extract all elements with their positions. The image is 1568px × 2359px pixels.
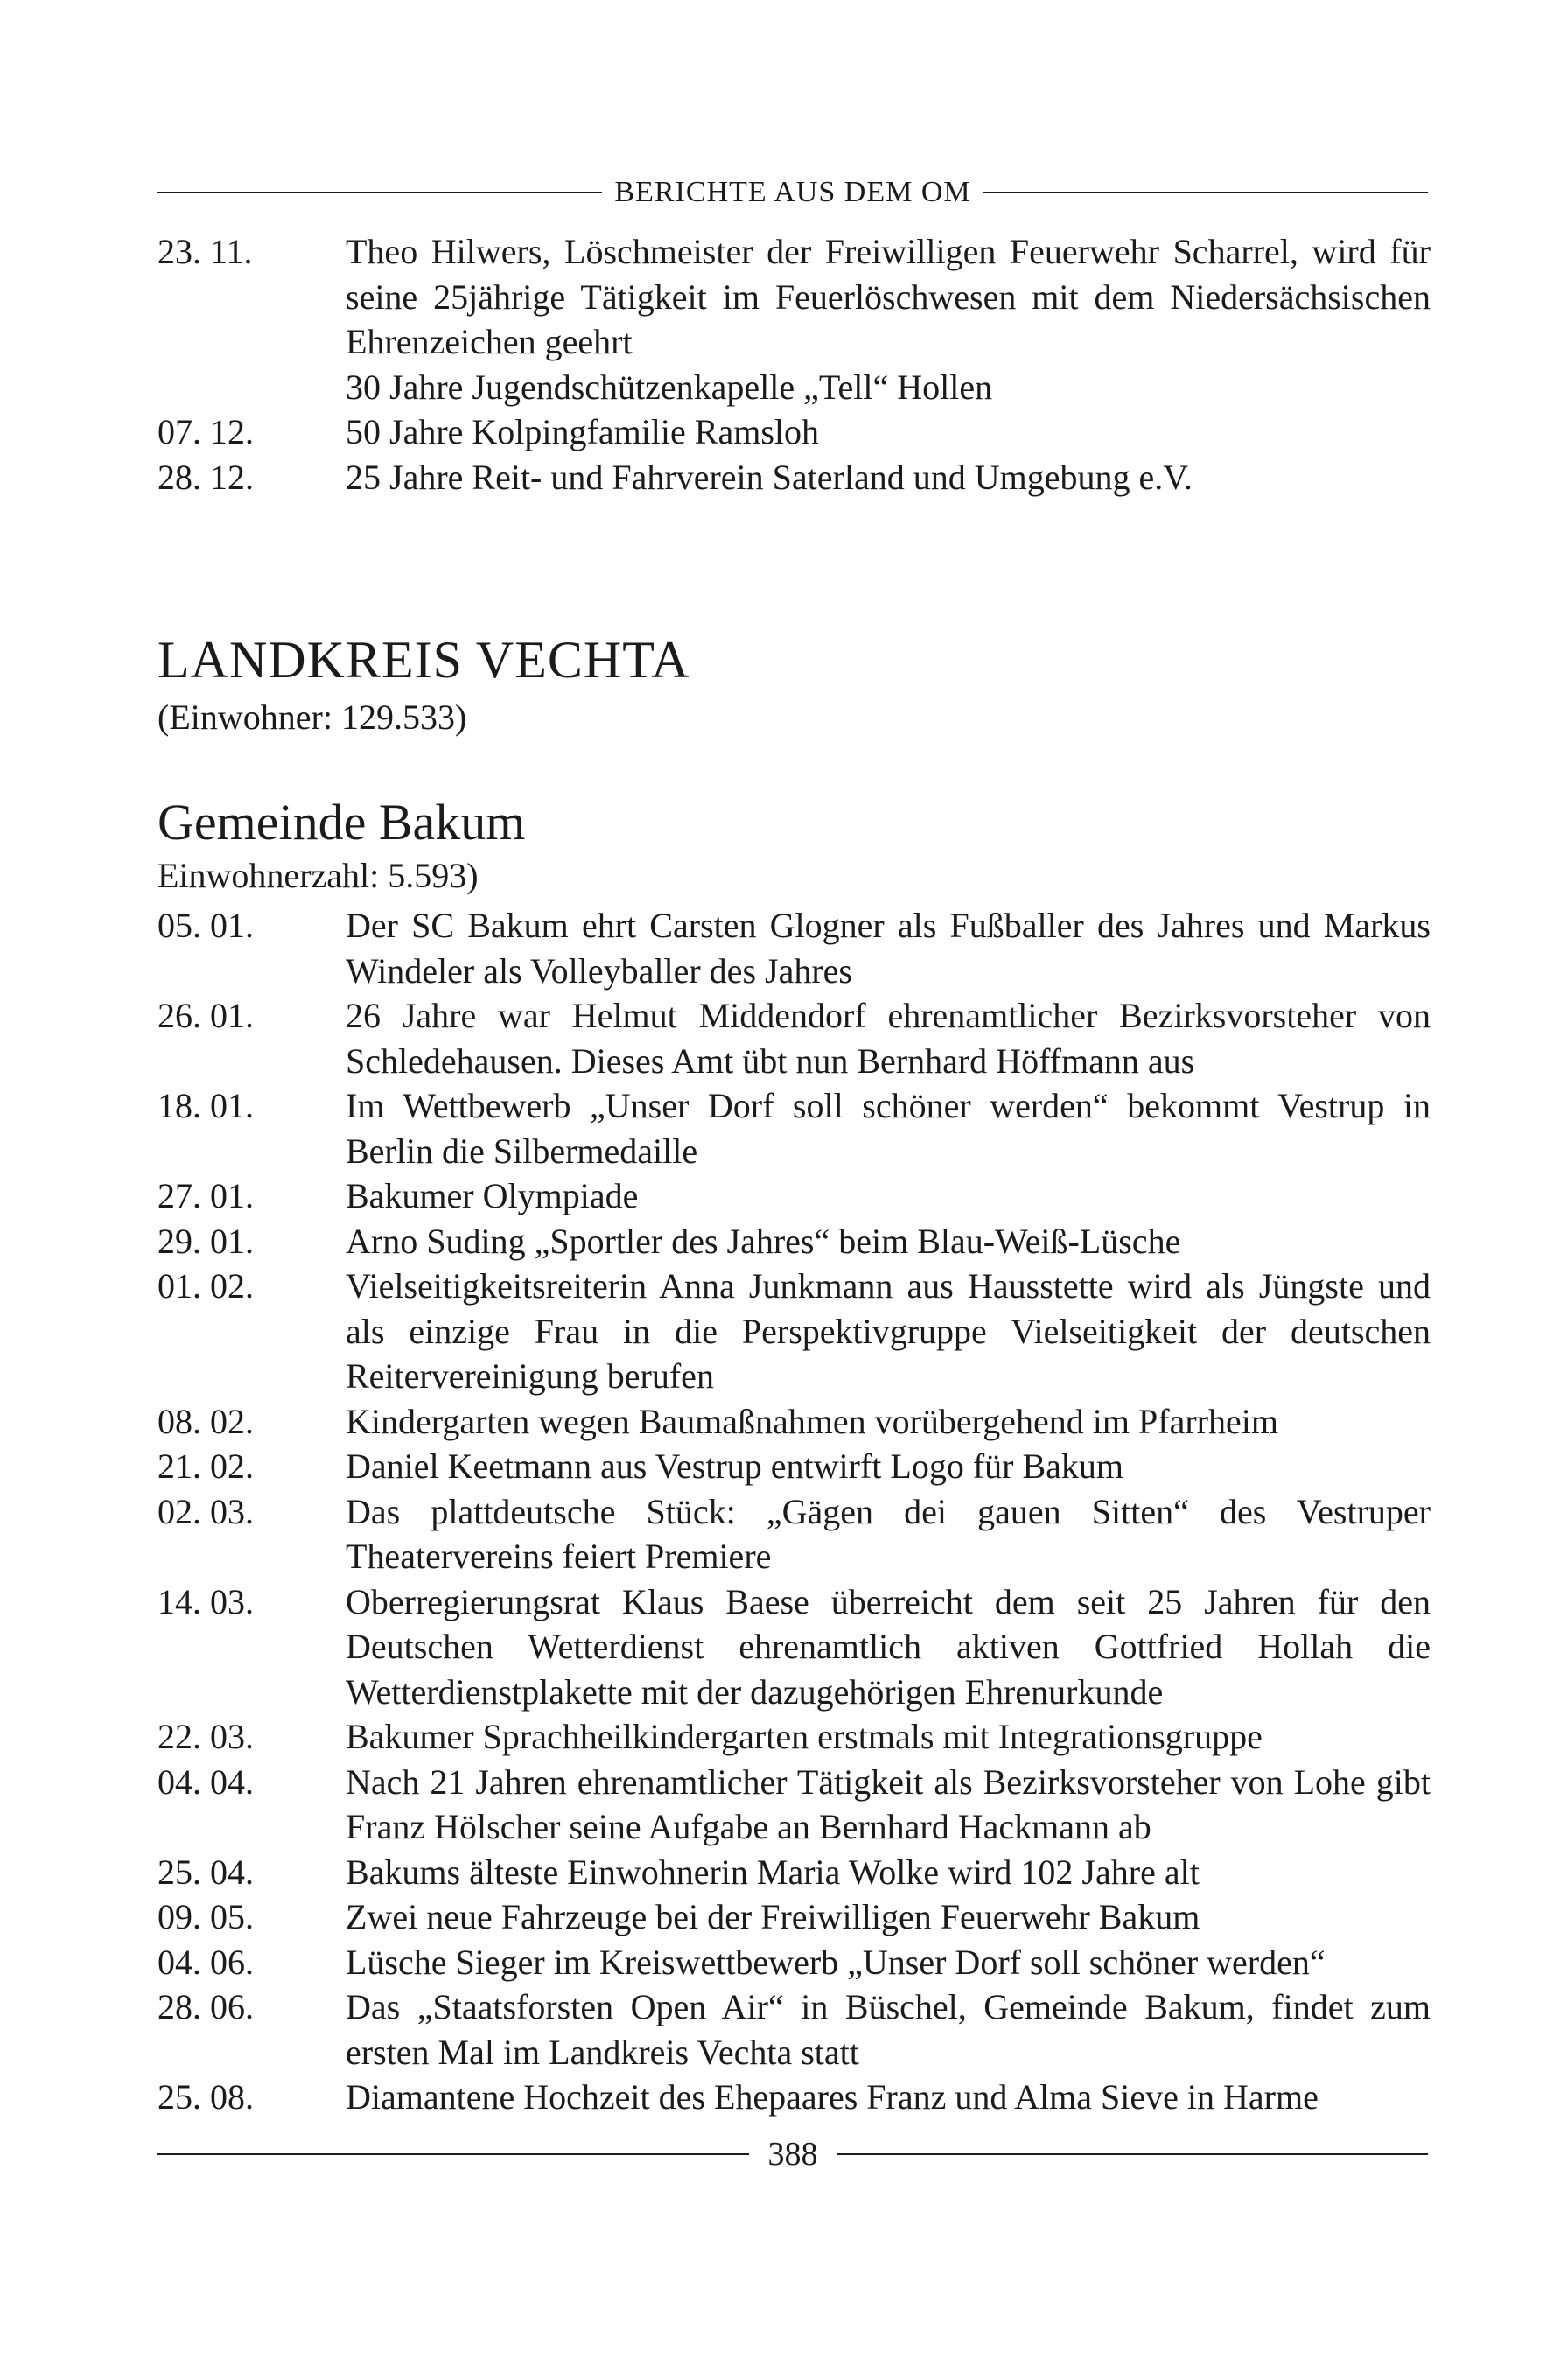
chronicle-entry	[158, 1399, 1435, 1445]
header-rule-right	[984, 192, 1428, 193]
entry-date: 04. 06.	[158, 1942, 254, 1982]
entry-date: 07. 12.	[158, 412, 254, 452]
chronicle-entry	[158, 1894, 1435, 1940]
chronicle-entry	[158, 365, 1435, 410]
entry-text: Diamantene Hochzeit des Ehepaares Franz und Alma Sieve in Harme	[346, 2077, 1319, 2117]
chronicle-entry	[158, 1219, 1435, 1264]
chronicle-entry	[158, 2075, 1435, 2120]
chronicle-entry	[158, 1264, 1435, 1399]
chronicle-entry	[158, 1714, 1435, 1760]
entry-date: 02. 03.	[158, 1491, 254, 1531]
entry-text: Kindergarten wegen Baumaßnahmen vorübergehend im Pfarrheim	[346, 1401, 1278, 1441]
entry-date: 04. 04.	[158, 1761, 254, 1802]
entry-date: 21. 02.	[158, 1446, 254, 1486]
chronicle-entry	[158, 1579, 1435, 1715]
entry-date: 25. 04.	[158, 1852, 254, 1892]
entry-date: 18. 01.	[158, 1086, 254, 1125]
chronicle-entry	[158, 903, 1435, 993]
entry-date: 26. 01.	[158, 996, 254, 1035]
entry-date: 14. 03.	[158, 1581, 254, 1621]
chronicle-entry	[158, 1444, 1435, 1489]
entry-date: 09. 05.	[158, 1897, 254, 1936]
entry-text: Theo Hilwers, Löschmeister der Freiwilligen Feuerwehr Scharrel, wird für seine 25jährige Tätigkeit im Feuerlöschwesen mit dem Niedersächsischen Ehrenzeichen geehrt	[346, 232, 1431, 361]
chronicle-entry	[158, 1760, 1435, 1850]
running-head-title: BERICHTE AUS DEM OM	[614, 176, 971, 208]
chronicle-entry	[158, 1850, 1435, 1895]
running-head	[158, 171, 1428, 214]
chronicle-entry	[158, 229, 1435, 365]
chronicle-list-bakum	[158, 903, 1435, 2120]
chronicle-entry	[158, 1083, 1435, 1173]
entry-text: 50 Jahre Kolpingfamilie Ramsloh	[346, 412, 820, 452]
entry-text: Lüsche Sieger im Kreiswettbewerb „Unser Dorf soll schöner werden“	[346, 1942, 1326, 1982]
entry-date: 28. 12.	[158, 457, 254, 497]
entry-text: Im Wettbewerb „Unser Dorf soll schöner werden“ bekommt Vestrup in Berlin die Silbermedaille	[346, 1086, 1431, 1171]
entry-text: Der SC Bakum ehrt Carsten Glogner als Fußballer des Jahres und Markus Windeler als Volleyballer des Jahres	[346, 906, 1431, 990]
entry-date: 28. 06.	[158, 1987, 254, 2026]
entry-date: 22. 03.	[158, 1717, 254, 1756]
entry-text: Vielseitigkeitsreiterin Anna Junkmann aus Hausstette wird als Jüngste und als einzige Frau in die Perspektivgruppe Vielseitigkeit der deutschen Reitervereinigung berufen	[346, 1266, 1431, 1396]
chronicle-entry	[158, 1173, 1435, 1219]
chronicle-entry	[158, 455, 1435, 500]
chronicle-list-top	[158, 229, 1435, 500]
page-footer	[158, 2132, 1428, 2176]
entry-text: Daniel Keetmann aus Vestrup entwirft Logo für Bakum	[346, 1446, 1124, 1486]
entry-text: Das „Staatsforsten Open Air“ in Büschel, Gemeinde Bakum, findet zum ersten Mal im Landkreis Vechta statt	[346, 1987, 1431, 2072]
chronicle-entry	[158, 1984, 1435, 2075]
entry-text: Arno Suding „Sportler des Jahres“ beim Blau-Weiß-Lüsche	[346, 1221, 1181, 1261]
entry-date: 08. 02.	[158, 1401, 254, 1441]
entry-text: Zwei neue Fahrzeuge bei der Freiwilligen Feuerwehr Bakum	[346, 1897, 1200, 1936]
district-title: LANDKREIS VECHTA	[158, 631, 690, 689]
entry-text: Bakumer Olympiade	[346, 1176, 639, 1215]
municipality-population: Einwohnerzahl: 5.593)	[158, 856, 479, 895]
page-number: 388	[767, 2136, 818, 2173]
header-rule-left	[158, 192, 602, 193]
entry-date: 23. 11.	[158, 232, 253, 271]
footer-rule-right	[837, 2153, 1429, 2155]
entry-text: Das plattdeutsche Stück: „Gägen dei gauen Sitten“ des Vestruper Theatervereins feiert Premiere	[346, 1491, 1431, 1576]
entry-date: 29. 01.	[158, 1221, 254, 1261]
entry-date: 01. 02.	[158, 1266, 254, 1306]
entry-text: Bakums älteste Einwohnerin Maria Wolke wird 102 Jahre alt	[346, 1852, 1200, 1892]
district-population: (Einwohner: 129.533)	[158, 697, 467, 737]
footer-rule-left	[158, 2153, 749, 2155]
chronicle-entry	[158, 993, 1435, 1083]
municipality-title: Gemeinde Bakum	[158, 794, 526, 850]
entry-text: Bakumer Sprachheilkindergarten erstmals mit Integrationsgruppe	[346, 1717, 1263, 1756]
entry-text: 26 Jahre war Helmut Middendorf ehrenamtlicher Bezirksvorsteher von Schledehausen. Dieses Amt übt nun Bernhard Höffmann aus	[346, 996, 1431, 1081]
entry-text: Oberregierungsrat Klaus Baese überreicht dem seit 25 Jahren für den Deutschen Wetterdienst ehrenamtlich aktiven Gottfried Hollah die Wetterdienstplakette mit der dazugehörigen Ehrenurkunde	[346, 1581, 1431, 1712]
chronicle-entry	[158, 1940, 1435, 1985]
entry-text: Nach 21 Jahren ehrenamtlicher Tätigkeit als Bezirksvorsteher von Lohe gibt Franz Hölscher seine Aufgabe an Bernhard Hackmann ab	[346, 1761, 1431, 1846]
chronicle-entry	[158, 410, 1435, 455]
entry-date: 05. 01.	[158, 906, 254, 945]
entry-date: 27. 01.	[158, 1176, 254, 1215]
entry-text: 25 Jahre Reit- und Fahrverein Saterland und Umgebung e.V.	[346, 457, 1193, 497]
entry-date: 25. 08.	[158, 2077, 254, 2117]
entry-text: 30 Jahre Jugendschützenkapelle „Tell“ Hollen	[346, 367, 993, 407]
chronicle-entry	[158, 1489, 1435, 1579]
